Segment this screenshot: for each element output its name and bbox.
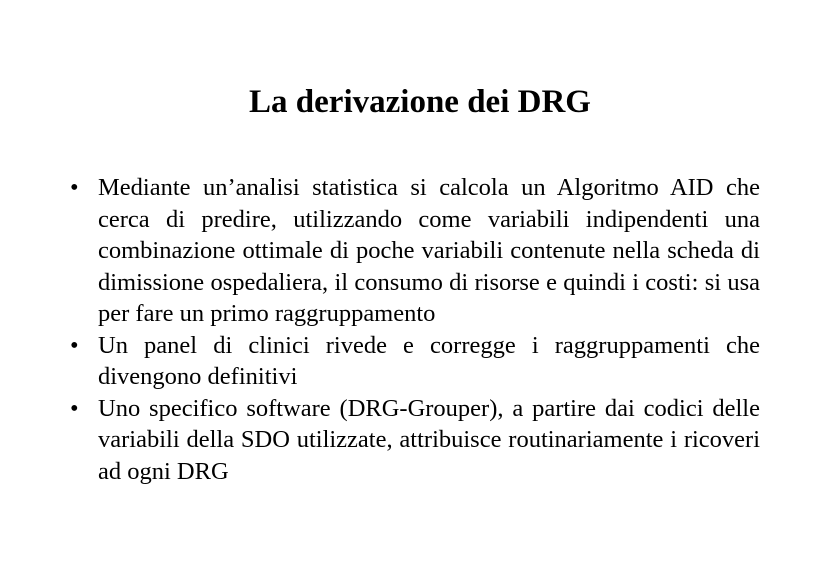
bullet-item <box>70 393 760 488</box>
bullet-dot-icon: • <box>70 394 79 422</box>
bullet-dot-icon: • <box>70 174 79 201</box>
bullet-text: Uno specifico software (DRG-Grouper), a partire dai codici delle variabili della SDO utilizzate, attribuisce routinariamente i ricoveri ad ogni DRG <box>98 394 760 485</box>
bullet-text: Mediante un’analisi statistica si calcola un Algoritmo AID che cerca di predire, utilizzando come variabili indipendenti una combinazione ottimale di poche variabili contenute nella scheda di dimissione ospedaliera, il consumo di risorse e quindi i costi: si usa per fare un primo raggruppamento <box>98 174 760 327</box>
bullet-list <box>70 172 760 487</box>
bullet-dot-icon: • <box>70 331 79 359</box>
bullet-item <box>70 172 760 330</box>
slide-title: La derivazione dei DRG <box>249 84 591 120</box>
bullet-text: Un panel di clinici rivede e corregge i raggruppamenti che divengono definitivi <box>98 331 760 390</box>
bullet-item <box>70 330 760 393</box>
